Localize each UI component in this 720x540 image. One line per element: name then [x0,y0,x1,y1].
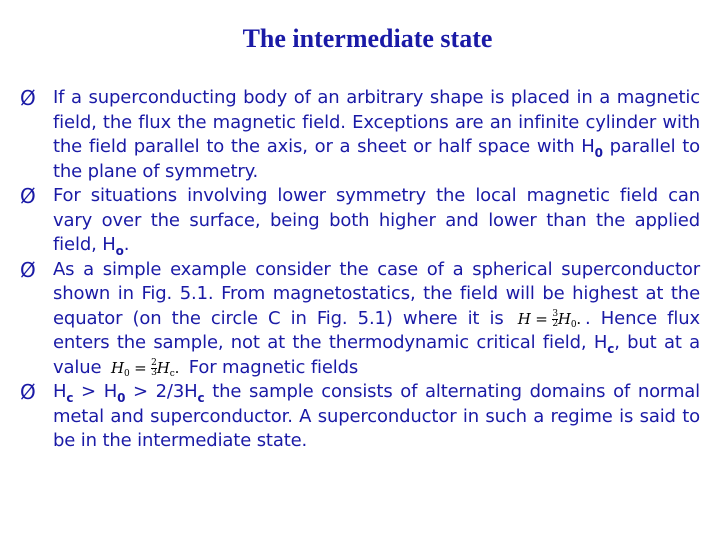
bullet-4-text: H [53,381,67,402]
bullet-3-text: As a simple example consider the case of a spherical superconductor shown in Fig. 5.1. From magnetostatics, the field will be highest at the equator (on the circle C in Fig. 5.1) where it is [53,258,700,329]
fraction: $\frac{2}{3}$ [151,358,157,378]
arrow-bullet-icon: Ø [20,380,36,404]
subscript: 0 [117,391,126,405]
bullet-2-text-end: . [123,234,130,255]
subscript: c [66,391,74,405]
arrow-bullet-icon: Ø [20,257,36,282]
subscript: c [607,342,615,356]
bullet-item-1 [20,86,700,184]
bullet-item-4 [20,380,700,454]
bullet-3-text-end: For magnetic fields [188,356,359,378]
arrow-bullet-icon: Ø [20,86,36,110]
bullet-4-text-end: the sample consists of alternating domains of normal metal and superconductor. A superconductor in such a regime is said to be in the intermediate state. [53,381,700,451]
bullet-2-text: For situations involving lower symmetry the local magnetic field can vary over the surface, being both higher and lower than the applied field, H [53,185,700,255]
bullet-item-3 [20,258,700,381]
slide-title: The intermediate state [242,24,493,53]
arrow-bullet-icon: Ø [20,184,36,208]
bullet-4-text-3: > 2/3H [125,381,198,402]
fraction: $\frac{3}{2}$ [552,309,558,329]
bullet-1-text-end: parallel to the plane of symmetry. [53,136,700,182]
bullet-1-text: If a superconducting body of an arbitrary shape is placed in a magnetic field, the flux the magnetic field. Exceptions are an infinite cylinder with the field parallel to the axis, or a sheet or half space with H [53,87,700,157]
bullet-4-text-2: > H [73,381,118,402]
subscript: 0 [594,146,603,160]
bullet-item-2 [20,184,700,258]
subscript: c [197,391,205,405]
subscript: o [115,244,124,258]
bullet-3-text-value: , but at a value [53,332,700,378]
bullet-3-text-mid: . Hence flux enters the sample, not at the thermodynamic critical field, H [53,307,700,353]
entry-field-formula: $H_0$ = $\frac{2}{3}$ $H_c$. [111,358,180,379]
equator-field-formula: H = $\frac{3}{2}$ $H_0$. [517,309,582,330]
bullet-list [20,86,700,454]
